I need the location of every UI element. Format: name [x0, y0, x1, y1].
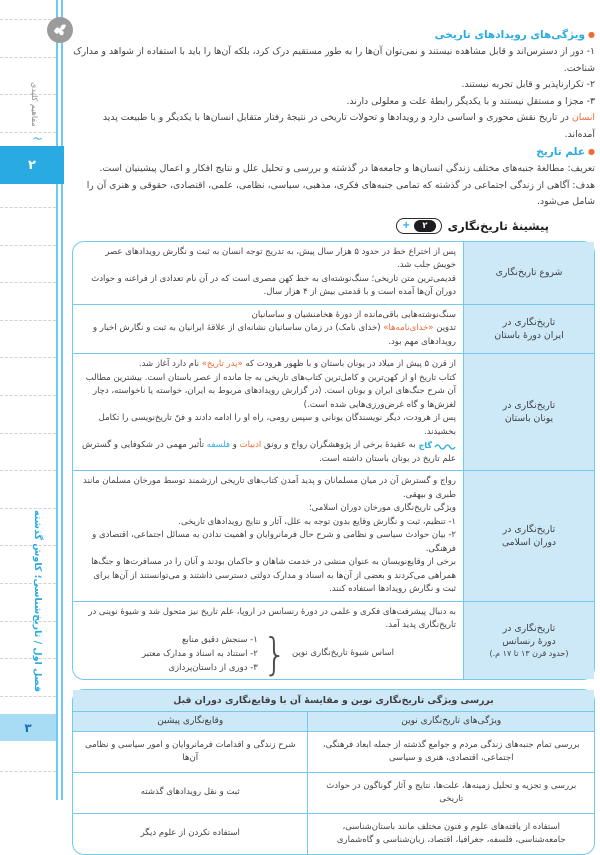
goal-line: هدف: آگاهی از زندگی اجتماعی در گذشته که تمامی جنبه‌های فکری، مذهبی، سیاسی، نظامی، علمی، اقتصادی، حقوقی و هنری آن را شامل می‌شود.	[86, 179, 595, 207]
chapter-title-vertical: فصل اول / تاریخ‌شناسی؛ کاوش گذشته	[32, 510, 43, 693]
comparison-row: بررسی تمام جنبه‌های زندگی مردم و جوامع گذشته از جمله ابعاد فرهنگی، اجتماعی، اقتصادی، هنری و سیاسی شرح زندگی و اقدامات فرمانروایان و امور سیاسی و نظامی آن‌ها	[73, 731, 594, 772]
brace-items: ۱- سنجش دقیق منابع ۲- استناد به اسناد و مدارک معتبر ۳- دوری از داستان‌پردازی	[141, 634, 258, 673]
intro-block	[72, 0, 595, 211]
row-content: سنگ‌نوشته‌هایی باقی‌مانده از دورهٔ هخامنشیان و ساسانیان تدوین «خدای‌نامه‌ها» (خدای نامک) در زمان ساسانیان نشانه‌ای از علاقهٔ ایرانیان به ثبت و نگارش اخبار و رویدادهای مهم بود.	[92, 309, 456, 347]
section-title: پیشینهٔ تاریخ‌نگاری	[447, 218, 549, 233]
column-header-new: ویژگی‌های تاریخ‌نگاری نوین	[307, 712, 594, 732]
page-number-badge-top	[0, 146, 64, 184]
table-row	[73, 601, 594, 679]
note-icon: گاج	[419, 439, 456, 453]
comparison-table-title: بررسی ویژگی تاریخ‌نگاری نوین و مقایسهٔ آن با وقایع‌نگاری دوران قبل	[73, 690, 594, 712]
renaissance-principles	[80, 628, 456, 680]
row-header: تاریخ‌نگاری در ایران دورهٔ باستان	[463, 305, 594, 354]
row-content: به دنبال پیشرفت‌های فکری و علمی در دورهٔ رنسانس در اروپا، علم تاریخ نیز متحول شد و شیوهٔ نوینی در تاریخ‌نگاری پدید آمد. اساس شیوهٔ تاریخ‌نگاری نوین } ۱- سنجش دقیق منابع ۲- استناد به اسناد و مدارک معتبر ۳- دوری از داستان‌پردازی	[73, 602, 463, 679]
section-heading	[72, 218, 549, 234]
comparison-table	[72, 689, 595, 855]
publisher-logo-icon	[46, 16, 74, 44]
historiography-table	[72, 241, 595, 680]
section-number: ۲	[414, 220, 435, 232]
table-row	[73, 304, 594, 354]
plus-icon: +	[401, 219, 411, 231]
row-content: از قرن ۵ پیش از میلاد در یونان باستان و با ظهور هرودت که «پدر تاریخ» نام دارد آغاز شد. کتاب تاریخ او از کهن‌ترین و کامل‌ترین کتاب‌های تاریخی به جا مانده از عصر باستان است. بیشترین مطالب آن شرح جنگ‌های ایران و یونان است. (در گزارش رویدادهای مربوط به ایران، خواسته یا ناخواسته، دچار لغزش‌ها و گاه غرض‌ورزی‌هایی شده است.) پس از هرودت، دیگر نویسندگان یونانی و سپس رومی، راه او را ادامه دادند و فنّ تاریخ‌نویسی را تکامل بخشیدند. گاج به عقیدهٔ برخی از پژوهشگران رواج و رونق ادبیات و فلسفه تأثیر مهمی در شکوفایی و گسترش علم تاریخ در یونان باستان داشته است.	[73, 354, 463, 470]
comparison-row: بررسی و تجزیه و تحلیل زمینه‌ها، علت‌ها، نتایج و آثار گوناگون در حوادث تاریخی ثبت و نقل رویدادهای گذشته	[73, 772, 594, 813]
heading-event-features: ●ویژگی‌های رویدادهای تاریخی	[434, 29, 595, 41]
intro-line: ۱- دور از دسترس‌اند و قابل مشاهده نیستند و نمی‌توان آن‌ها را به طور مستقیم درک کرد، بلکه آن‌ها را باید با استفاده از شواهد و مدارک شناخت.	[73, 46, 595, 74]
note-line: گاج به عقیدهٔ برخی از پژوهشگران رواج و رونق ادبیات و فلسفه تأثیر مهمی در شکوفایی و گسترش علم تاریخ در یونان باستان داشته است.	[81, 440, 456, 464]
table-row	[73, 470, 594, 601]
bullet-icon: ●	[588, 147, 595, 156]
comparison-row: استفاده از یافته‌های علوم و فنون مختلف مانند باستان‌شناسی، جامعه‌شناسی، فلسفه، جغرافیا، اقتصاد، زبان‌شناسی و گاه‌شماری استفاده نکردن از علوم دیگر	[73, 813, 594, 854]
row-content: پس از اختراع خط در حدود ۵ هزار سال پیش، به تدریج توجه انسان به ثبت و نگارش رویدادهای عصر خویش جلب شد. قدیمی‌ترین متن تاریخی؛ سنگ‌نوشته‌ای به خط کهن مصری است که در آن نام تعدادی از فراعنه و حوادث دوران آن‌ها آمده است و با قدمتی بیش از ۴ هزار سال.	[91, 246, 456, 298]
intro-line: ۳- مجزا و مستقل نیستند و با یکدیگر رابطهٔ علت و معلولی دارند.	[346, 95, 595, 107]
intro-line: ۲- تکرارناپذیر و قابل تجربه نیستند.	[461, 79, 595, 90]
section-number-badge	[396, 218, 442, 234]
margin-key-concepts-label: مفاهیم کلیدی	[30, 82, 39, 127]
margin-vertical-line	[56, 0, 58, 800]
row-header: تاریخ‌نگاری در دوران اسلامی	[463, 471, 594, 601]
heading-science-of-history: ●علم تاریخ	[536, 146, 595, 158]
key-concepts-icon: 〜	[33, 135, 43, 145]
bullet-icon: ●	[588, 30, 595, 39]
page-content	[72, 0, 595, 855]
page-number-bottom: ۳	[24, 720, 32, 735]
margin-vertical-line	[61, 0, 63, 800]
page-number-badge-bottom	[0, 714, 56, 741]
column-header-old: وقایع‌نگاری پیشین	[73, 712, 307, 732]
intro-line-human: انسان در تاریخ نقش محوری و اساسی دارد و رویدادها و تحولات تاریخی در نتیجهٔ رفتار متقابل انسان‌ها با یکدیگر و با طبیعت پدید آمده‌اند.	[102, 112, 595, 140]
definition-line: تعریف: مطالعهٔ جنبه‌های مختلف زندگی انسان‌ها و جامعه‌ها در گذشته و بررسی و تحلیل علل و نتایج افکار و اعمال پیشینیان است.	[99, 163, 595, 174]
row-content: رواج و گسترش آن در میان مسلمانان و پدید آمدن کتاب‌های تاریخی ارزشمند توسط مورخان مسلمان مانند طبری و بیهقی. ویژگی تاریخ‌نگاری مورخان دوران اسلامی؛ ۱- تنظیم، ثبت و نگارش وقایع بدون توجه به علل، آثار و نتایج رویدادهای تاریخی. ۲- بیان حوادث سیاسی و نظامی و شرح حال فرمانروایان و اهمیت ندادن به مسائل اجتماعی، اقتصادی و فرهنگی. برخی از وقایع‌نویسان به عنوان منشی در خدمت شاهان و حاکمان بودند و آنان را در مسافرت‌ها و جنگ‌ها همراهی می‌کردند و بعضی از آن‌ها به اسناد و مدارک دولتی دسترسی داشتند و می‌توانستند از آن‌ها برای ثبت و نگارش رویدادها استفاده کنند.	[83, 476, 456, 595]
table-row	[73, 353, 594, 470]
brace-glyph: }	[262, 628, 288, 680]
brace-label: اساس شیوهٔ تاریخ‌نگاری نوین	[292, 648, 395, 659]
page-number-top: ۲	[28, 157, 36, 173]
row-header: تاریخ‌نگاری در یونان باستان	[463, 354, 594, 470]
table-row	[73, 242, 594, 304]
comparison-header-row	[73, 712, 594, 732]
row-header: تاریخ‌نگاری در دورهٔ رنسانس (حدود قرن ۱۳ تا ۱۷ م.)	[463, 602, 594, 679]
row-header: شروع تاریخ‌نگاری	[463, 242, 594, 304]
